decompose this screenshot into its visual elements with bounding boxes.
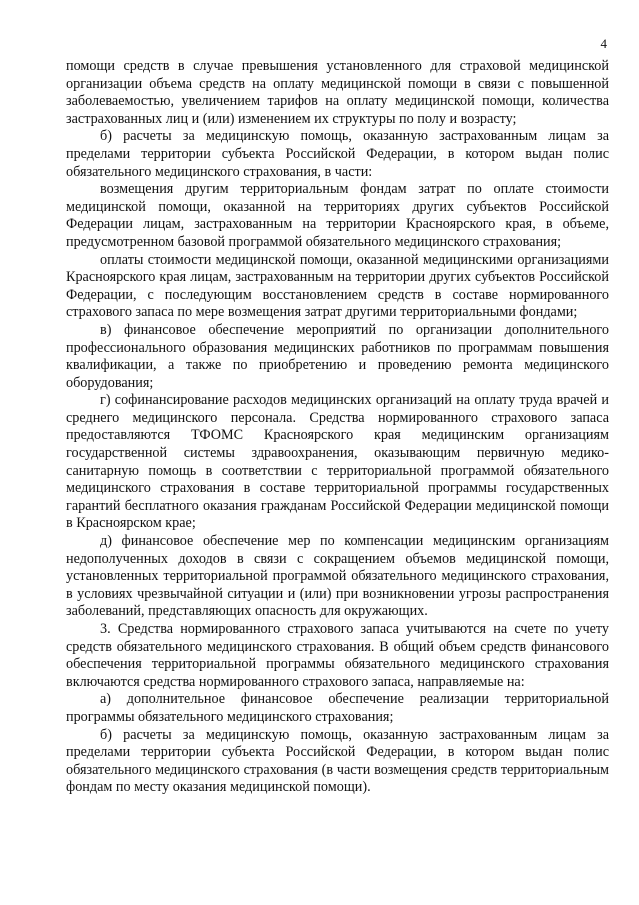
paragraph-item-g: г) софинансирование расходов медицинских организаций на оплату труда врачей и среднего медицинского персонала. Средства нормированного страхового запаса предоставляются ТФОМС Красноярского края медицинским организациям государственной системы здравоохранения, оказывающим первичную медико-санитарную помощь в соответствии с территориальной программой обязательного медицинского страхования в составе территориальной программы государственных гарантий бесплатного оказания гражданам Российской Федерации медицинской помощи в Красноярском крае; [66,392,609,532]
paragraph-sub-payment: оплаты стоимости медицинской помощи, оказанной медицинскими организациями Красноярского края лицам, застрахованным на территории других субъектов Российской Федерации, с последующим восстановлением средств в составе нормированного страхового запаса по мере возмещения затрат другими территориальными фондами; [66,251,609,321]
paragraph-item-b: б) расчеты за медицинскую помощь, оказанную застрахованным лицам за пределами территории субъекта Российской Федерации, в котором выдан полис обязательного медицинского страхования, в части: [66,128,609,180]
paragraph-section-3-item-b: б) расчеты за медицинскую помощь, оказанную застрахованным лицам за пределами территории субъекта Российской Федерации, в котором выдан полис обязательного медицинского страхования (в части возмещения средств территориальным фондам по месту оказания медицинской помощи). [66,726,609,796]
paragraph-section-3-item-a: а) дополнительное финансовое обеспечение реализации территориальной программы обязательного медицинского страхования; [66,691,609,725]
paragraph-section-3: 3. Средства нормированного страхового запаса учитываются на счете по учету средств обязательного медицинского страхования. В общий объем средств финансового обеспечения территориальной программы обязательного медицинского страхования включаются средства нормированного страхового запаса, направляемые на: [66,621,609,690]
paragraph-item-d: д) финансовое обеспечение мер по компенсации медицинским организациям недополученных доходов в связи с сокращением объемов медицинской помощи, установленных территориальной программой обязательного медицинского страхования, в условиях чрезвычайной ситуации и (или) при возникновении угрозы распространения заболеваний, представляющих опасность для окружающих. [66,533,609,620]
paragraph-continuation: помощи средств в случае превышения установленного для страховой медицинской организации объема средств на оплату медицинской помощи в связи с повышенной заболеваемостью, увеличением тарифов на оплату медицинской помощи, количества застрахованных лиц и (или) изменением их структуры по полу и возрасту; [66,58,609,127]
paragraph-item-v: в) финансовое обеспечение мероприятий по организации дополнительного профессионального образования медицинских работников по программам повышения квалификации, а также по приобретению и проведению ремонта медицинского оборудования; [66,321,609,391]
page-number: 4 [600,36,607,51]
paragraph-sub-reimbursement: возмещения другим территориальным фондам затрат по оплате стоимости медицинской помощи, оказанной на территориях других субъектов Российской Федерации лицам, застрахованным на территории Красноярского края, в объеме, предусмотренном базовой программой обязательного медицинского страхования; [66,181,609,250]
